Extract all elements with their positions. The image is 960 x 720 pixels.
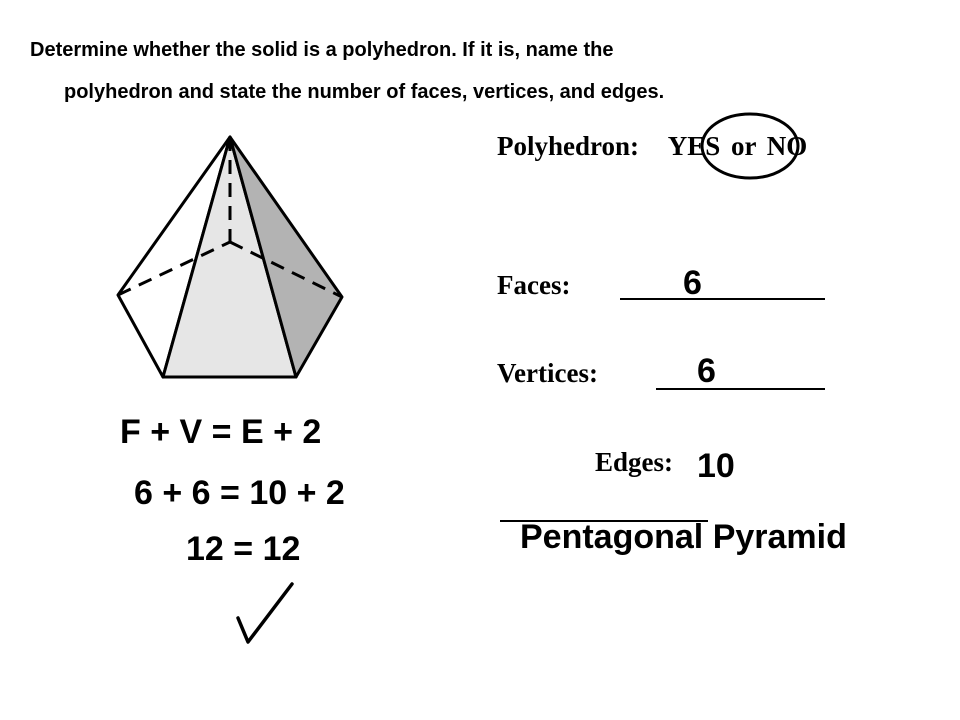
faces-label: Faces: — [497, 270, 571, 300]
vertices-label: Vertices: — [497, 358, 598, 388]
edges-value: 10 — [697, 447, 735, 485]
euler-formula: F + V = E + 2 — [120, 413, 322, 451]
instruction-line-2: polyhedron and state the number of faces, vertices, and edges. — [64, 81, 665, 103]
or-word: or — [731, 131, 757, 161]
polyhedron-label: Polyhedron: — [497, 131, 640, 161]
edges-label: Edges: — [595, 447, 674, 477]
euler-substitution: 6 + 6 = 10 + 2 — [134, 474, 345, 512]
no-option: NO — [766, 131, 808, 161]
polyhedron-name: Pentagonal Pyramid — [520, 518, 847, 556]
instruction-line-1: Determine whether the solid is a polyhedron. If it is, name the — [30, 39, 614, 61]
polyhedron-row — [497, 131, 807, 162]
euler-result: 12 = 12 — [186, 530, 301, 568]
check-mark — [238, 584, 292, 642]
faces-answer-line — [620, 298, 825, 300]
faces-value: 6 — [683, 264, 702, 302]
vertices-answer-line — [656, 388, 825, 390]
pentagonal-pyramid-figure — [118, 137, 342, 377]
vertices-value: 6 — [697, 352, 716, 390]
yes-option: YES — [667, 131, 721, 161]
